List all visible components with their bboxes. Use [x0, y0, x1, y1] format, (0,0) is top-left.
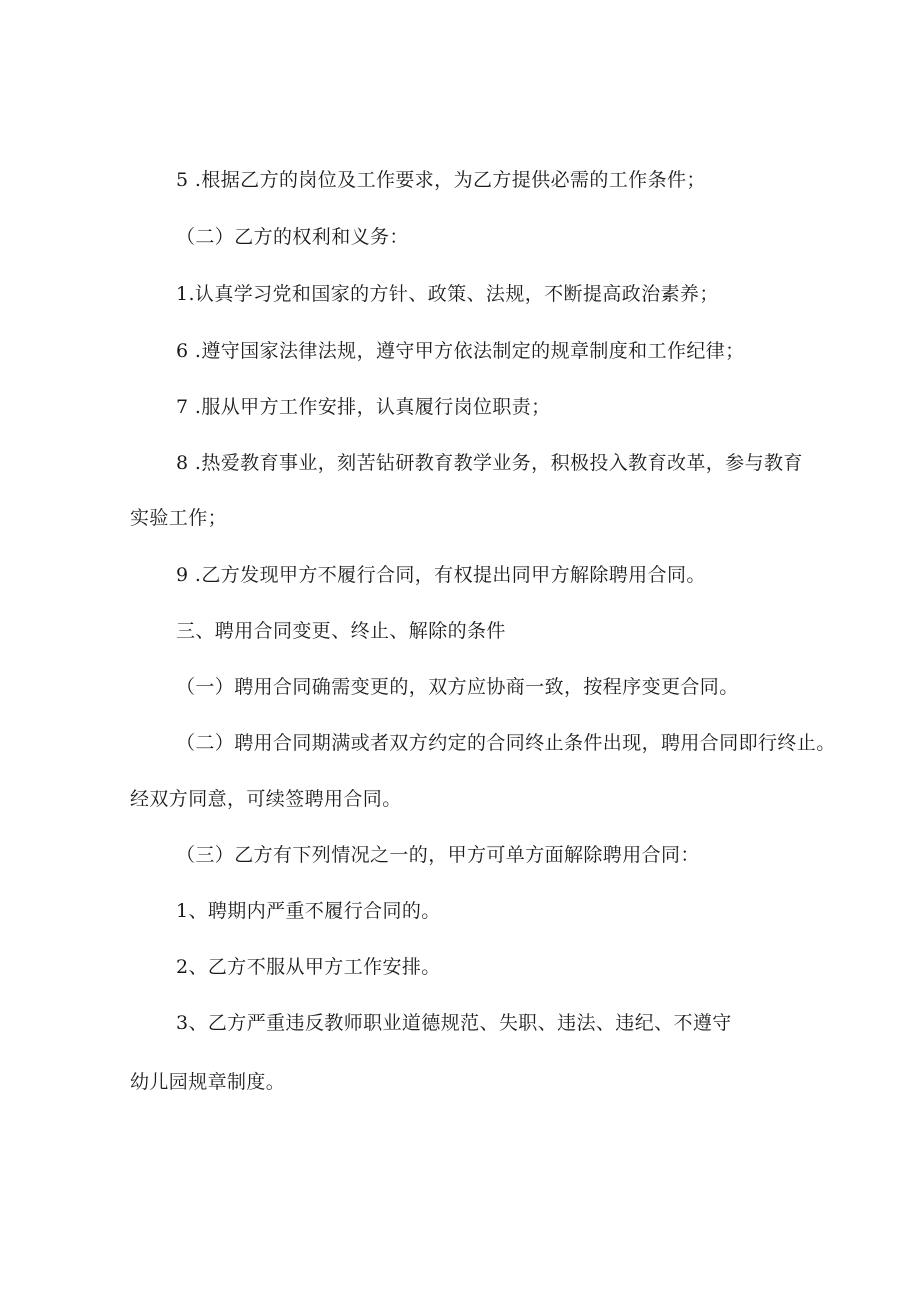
clause-1-study-policy: 1.认真学习党和国家的方针、政策、法规，不断提高政治素养； — [176, 283, 719, 305]
subsection-2-contract-expiry: （二）聘用合同期满或者双方约定的合同终止条件出现，聘用合同即行终止。 — [176, 732, 836, 754]
termination-item-2: 2、乙方不服从甲方工作安排。 — [176, 956, 441, 978]
subsection-3-unilateral-termination: （三）乙方有下列情况之一的，甲方可单方面解除聘用合同： — [176, 844, 700, 866]
termination-item-1: 1、聘期内严重不履行合同的。 — [176, 900, 441, 922]
clause-7-follow-arrangement: 7 .服从甲方工作安排，认真履行岗位职责； — [176, 396, 551, 418]
section-party-b-rights-heading: （二）乙方的权利和义务： — [176, 226, 409, 248]
subsection-2-continuation: 经双方同意，可续签聘用合同。 — [130, 788, 402, 810]
clause-9-terminate-right: 9 .乙方发现甲方不履行合同，有权提出同甲方解除聘用合同。 — [176, 564, 706, 586]
clause-8-continuation: 实验工作； — [130, 507, 228, 529]
termination-item-3-continuation: 幼儿园规章制度。 — [130, 1071, 286, 1093]
clause-8-education-dedication: 8 .热爱教育事业，刻苦钻研教育教学业务，积极投入教育改革，参与教育 — [176, 452, 803, 474]
clause-6-obey-laws: 6 .遵守国家法律法规，遵守甲方依法制定的规章制度和工作纪律； — [176, 340, 745, 362]
termination-item-3: 3、乙方严重违反教师职业道德规范、失职、违法、违纪、不遵守 — [176, 1012, 732, 1034]
section-3-heading: 三、聘用合同变更、终止、解除的条件 — [176, 620, 506, 642]
subsection-1-contract-change: （一）聘用合同确需变更的，双方应协商一致，按程序变更合同。 — [176, 676, 739, 698]
clause-5-work-conditions: 5 .根据乙方的岗位及工作要求，为乙方提供必需的工作条件； — [176, 169, 706, 191]
